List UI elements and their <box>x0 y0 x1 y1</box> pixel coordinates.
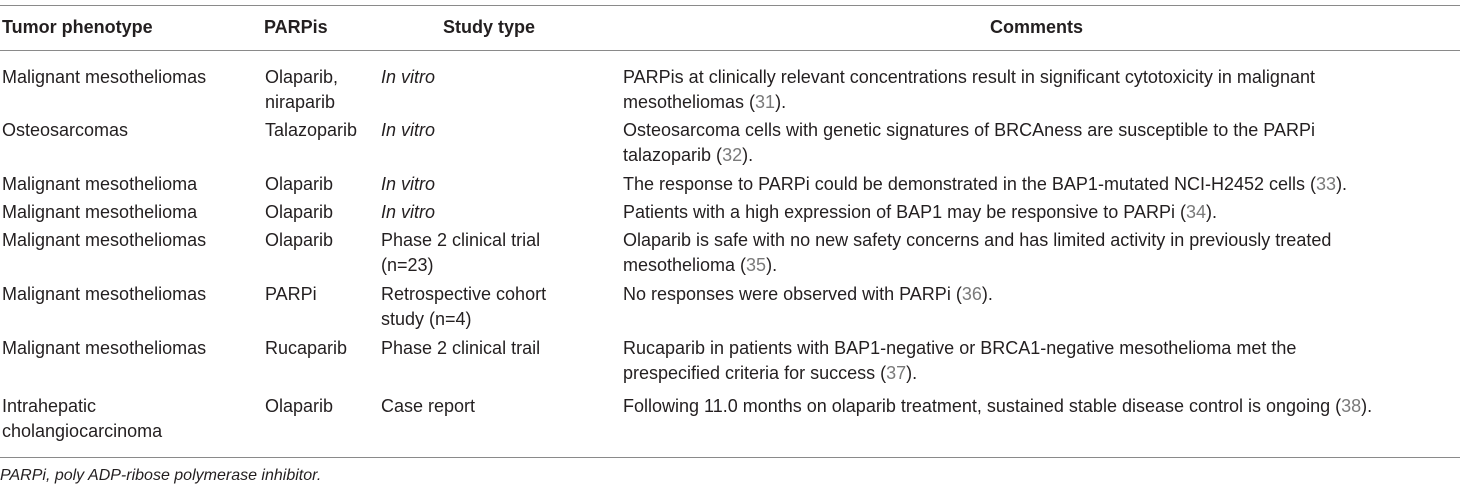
comments-cell: PARPis at clinically relevant concentrations result in significant cytotoxicity in malignant mesotheliomas (31). <box>623 67 1315 112</box>
parpis-cell: Rucaparib <box>265 338 348 358</box>
parpis-cell: Olaparib <box>265 174 334 194</box>
parpis-cell: Olaparib <box>265 230 334 250</box>
table-footnote: PARPi, poly ADP-ribose polymerase inhibitor. <box>0 467 322 484</box>
study-type-cell: Case report <box>381 396 476 416</box>
comments-cell: Patients with a high expression of BAP1 may be responsive to PARPi (34). <box>623 202 1217 222</box>
parpis-cell: Olaparib, niraparib <box>265 67 339 112</box>
header-study-type: Study type <box>443 17 536 37</box>
comments-cell: The response to PARPi could be demonstrated in the BAP1-mutated NCI-H2452 cells (33). <box>623 174 1348 194</box>
comments-cell: Osteosarcoma cells with genetic signatures of BRCAness are susceptible to the PARPi talazoparib (32). <box>623 120 1315 165</box>
parpis-cell: PARPi <box>265 284 317 304</box>
study-type-cell: Phase 2 clinical trial (n=23) <box>381 230 541 275</box>
tumor-phenotype-cell: Malignant mesotheliomas <box>2 284 207 304</box>
bottom-rule <box>0 457 1460 458</box>
parpis-cell: Olaparib <box>265 396 334 416</box>
parpis-cell: Olaparib <box>265 202 334 222</box>
citation-ref[interactable]: 34 <box>1185 202 1206 222</box>
citation-ref[interactable]: 32 <box>722 145 743 165</box>
tumor-phenotype-cell: Malignant mesothelioma <box>2 174 198 194</box>
citation-ref[interactable]: 35 <box>746 255 767 275</box>
study-type-cell: In vitro <box>381 174 436 194</box>
citation-ref[interactable]: 33 <box>1316 174 1337 194</box>
header-parpis: PARPis <box>264 17 328 37</box>
study-type-cell: In vitro <box>381 67 436 87</box>
study-type-cell: Retrospective cohort study (n=4) <box>381 284 547 329</box>
tumor-phenotype-cell: Malignant mesotheliomas <box>2 67 207 87</box>
citation-ref[interactable]: 37 <box>886 363 907 383</box>
study-type-cell: In vitro <box>381 120 436 140</box>
comments-cell: No responses were observed with PARPi (36). <box>623 284 993 304</box>
header-comments: Comments <box>990 17 1084 37</box>
comments-cell: Following 11.0 months on olaparib treatment, sustained stable disease control is ongoing (38). <box>623 396 1373 416</box>
top-rule <box>0 5 1460 6</box>
parpis-cell: Talazoparib <box>265 120 358 140</box>
tumor-phenotype-cell: Osteosarcomas <box>2 120 129 140</box>
tumor-phenotype-cell: Intrahepatic cholangiocarcinoma <box>2 396 163 441</box>
header-tumor-phenotype: Tumor phenotype <box>2 17 153 37</box>
study-type-cell: Phase 2 clinical trail <box>381 338 541 358</box>
tumor-phenotype-cell: Malignant mesotheliomas <box>2 230 207 250</box>
citation-ref[interactable]: 31 <box>755 92 776 112</box>
comments-cell: Olaparib is safe with no new safety concerns and has limited activity in previously treated mesothelioma (35). <box>623 230 1332 275</box>
tumor-phenotype-cell: Malignant mesothelioma <box>2 202 198 222</box>
comments-cell: Rucaparib in patients with BAP1-negative or BRCA1-negative mesothelioma met the prespecified criteria for success (37). <box>623 338 1297 383</box>
header-rule <box>0 50 1460 51</box>
citation-ref[interactable]: 36 <box>961 284 982 304</box>
study-type-cell: In vitro <box>381 202 436 222</box>
tumor-phenotype-cell: Malignant mesotheliomas <box>2 338 207 358</box>
citation-ref[interactable]: 38 <box>1341 396 1362 416</box>
